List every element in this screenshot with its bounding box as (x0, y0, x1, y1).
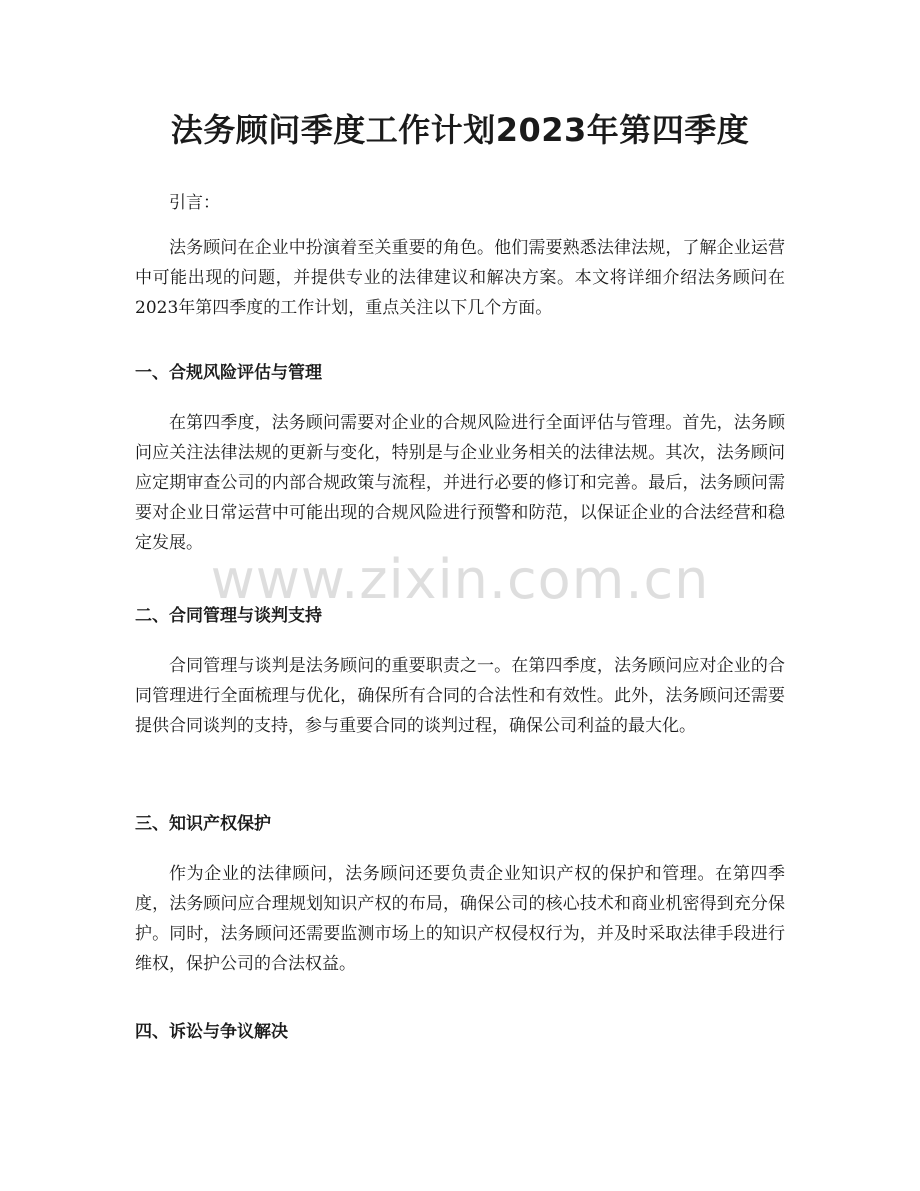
watermark: www.zixin.com.cn (210, 548, 710, 611)
section-heading-litigation: 四、诉讼与争议解决 (135, 1022, 288, 1042)
section-heading-ip: 三、知识产权保护 (135, 814, 271, 834)
intro-label: 引言： (169, 193, 220, 213)
section-heading-compliance: 一、合规风险评估与管理 (135, 363, 322, 383)
section-heading-contracts: 二、合同管理与谈判支持 (135, 606, 322, 626)
section-paragraph-ip: 作为企业的法律顾问，法务顾问还要负责企业知识产权的保护和管理。在第四季度，法务顾问应合理规划知识产权的布局，确保公司的核心技术和商业机密得到充分保护。同时，法务顾问还需要监测市场上的知识产权侵权行为，并及时采取法律手段进行维权，保护公司的合法权益。 (135, 864, 785, 974)
intro-paragraph: 法务顾问在企业中扮演着至关重要的角色。他们需要熟悉法律法规，了解企业运营中可能出现的问题，并提供专业的法律建议和解决方案。本文将详细介绍法务顾问在2023年第四季度的工作计划，重点关注以下几个方面。 (135, 238, 785, 318)
document-title: 法务顾问季度工作计划2023年第四季度 (170, 111, 750, 149)
section-paragraph-compliance: 在第四季度，法务顾问需要对企业的合规风险进行全面评估与管理。首先，法务顾问应关注法律法规的更新与变化，特别是与企业业务相关的法律法规。其次，法务顾问应定期审查公司的内部合规政策与流程，并进行必要的修订和完善。最后，法务顾问需要对企业日常运营中可能出现的合规风险进行预警和防范，以保证企业的合法经营和稳定发展。 (135, 413, 785, 553)
section-paragraph-contracts: 合同管理与谈判是法务顾问的重要职责之一。在第四季度，法务顾问应对企业的合同管理进行全面梳理与优化，确保所有合同的合法性和有效性。此外，法务顾问还需要提供合同谈判的支持，参与重要合同的谈判过程，确保公司利益的最大化。 (135, 656, 785, 736)
